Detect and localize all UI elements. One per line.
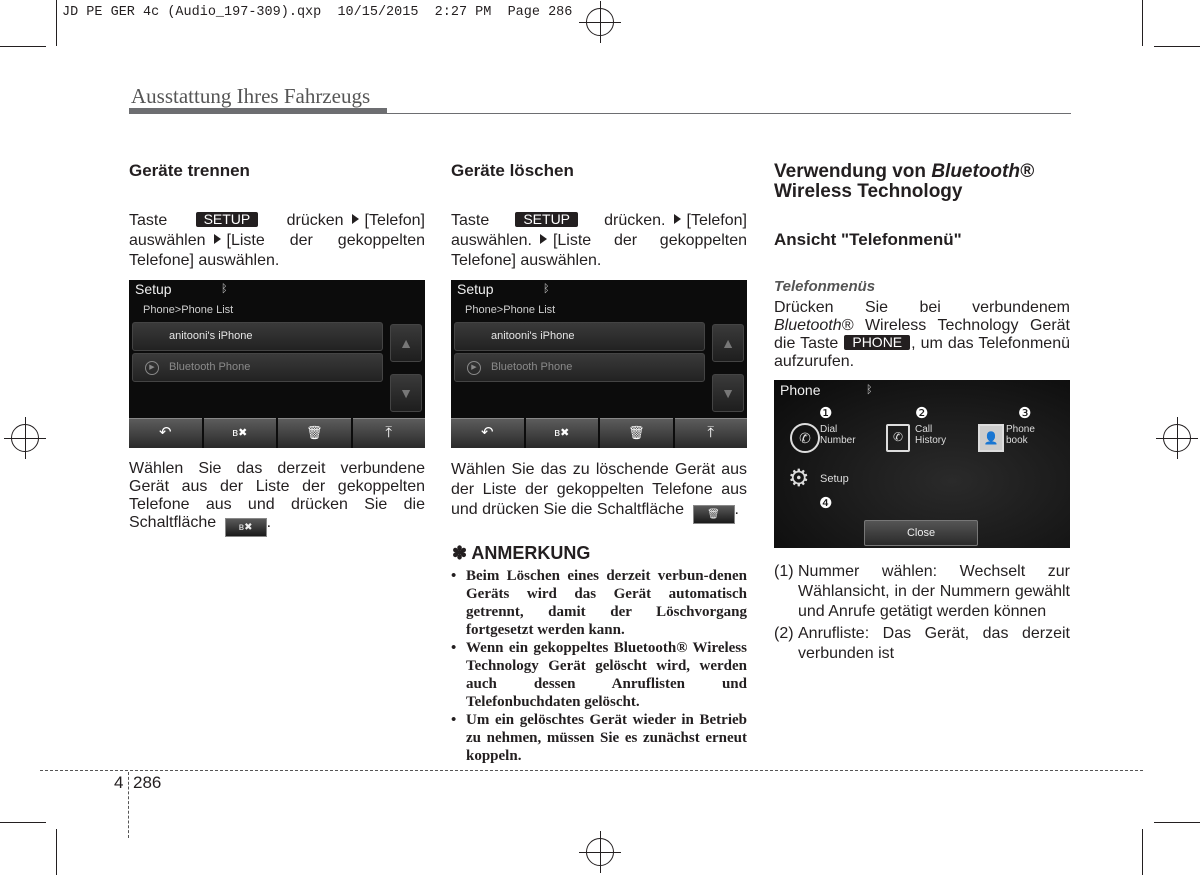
footer-divider bbox=[128, 772, 129, 838]
instruction-paragraph bbox=[129, 211, 425, 271]
move-top-button[interactable]: ⤒ bbox=[675, 418, 748, 448]
phone-list-screen bbox=[451, 280, 747, 448]
scroll-down-button[interactable]: ▼ bbox=[390, 374, 422, 412]
text: [Liste der gekoppelten Telefone] auswählen. bbox=[451, 232, 747, 269]
device-name: anitooni's iPhone bbox=[491, 330, 575, 342]
callout-4: ❹ bbox=[819, 495, 833, 512]
numbered-list bbox=[774, 562, 1070, 666]
arrow-right-icon bbox=[540, 234, 547, 244]
list-item bbox=[774, 624, 1070, 664]
crop-mark bbox=[0, 822, 46, 823]
phone-list-screen bbox=[129, 280, 425, 448]
italic-subheading: Telefonmenüs bbox=[774, 278, 876, 295]
section-heading bbox=[774, 162, 1074, 202]
crop-mark bbox=[1142, 829, 1143, 875]
bluetooth-icon: ᛒ bbox=[221, 283, 228, 295]
sub-heading: Ansicht "Telefonmenü" bbox=[774, 230, 962, 249]
item-text: Anrufliste: Das Gerät, das derzeit verbunden ist bbox=[798, 625, 1070, 662]
trash-icon: 🗑 bbox=[693, 505, 735, 524]
close-button[interactable] bbox=[864, 520, 978, 546]
phone-book-label: Phone book bbox=[1006, 424, 1035, 446]
setup-label: Setup bbox=[820, 473, 849, 485]
text: Drücken Sie bei verbundenem bbox=[774, 299, 1070, 316]
callout-1: ❶ bbox=[819, 405, 833, 422]
callout-2: ❷ bbox=[915, 405, 929, 422]
note-item: • Beim Löschen eines derzeit verbun-denen Geräts wird das Gerät automatisch getrennt, damit der Löschvorgang fortgesetzt werden kann. bbox=[451, 567, 747, 639]
registration-mark bbox=[586, 838, 614, 866]
text: [Liste der gekoppelten Telefone] auswählen. bbox=[129, 232, 425, 269]
list-item[interactable] bbox=[454, 353, 705, 382]
move-top-button[interactable]: ⤒ bbox=[353, 418, 426, 448]
text: Wählen Sie das zu löschende Gerät aus der Liste der gekoppelten Telefone aus und drücken Sie die Schaltfläche bbox=[451, 461, 747, 518]
instruction-paragraph bbox=[451, 211, 747, 271]
crop-mark bbox=[1154, 822, 1200, 823]
text: Verwendung von bbox=[774, 161, 932, 182]
note-item: • Wenn ein gekoppeltes Bluetooth® Wireless Technology Gerät gelöscht wird, werden auch dessen Anruflisten und Telefonbuchdaten gelöscht. bbox=[451, 639, 747, 711]
text: Bluetooth® bbox=[931, 161, 1034, 182]
delete-button[interactable]: 🗑 bbox=[278, 418, 351, 448]
section-heading: Geräte löschen bbox=[451, 161, 574, 180]
registration-mark bbox=[1163, 424, 1191, 452]
setup-key: SETUP bbox=[515, 212, 578, 227]
arrow-right-icon bbox=[674, 214, 681, 224]
footer-rule bbox=[40, 770, 1143, 771]
note-list bbox=[451, 567, 747, 765]
phone-menu-screen bbox=[774, 380, 1070, 548]
scroll-down-button[interactable]: ▼ bbox=[712, 374, 744, 412]
text: . bbox=[734, 501, 739, 518]
header-rule bbox=[129, 108, 387, 114]
screen-title: Phone bbox=[780, 382, 821, 398]
text: Wireless Technology bbox=[774, 181, 963, 202]
instruction-paragraph bbox=[774, 299, 1070, 371]
item-number: (1) bbox=[774, 563, 794, 580]
header-rule bbox=[387, 113, 1071, 114]
note-item: • Um ein gelöschtes Gerät wieder in Betrieb zu nehmen, müssen Sie es zunächst erneut koppeln. bbox=[451, 711, 747, 765]
text: Wählen Sie das derzeit verbundene Gerät aus der Liste der gekoppelten Telefone aus und drücken Sie die Schaltfläche bbox=[129, 460, 425, 531]
call-history-label: Call History bbox=[915, 424, 947, 446]
text: Taste bbox=[451, 212, 490, 229]
disconnect-button[interactable]: ʙ✖ bbox=[526, 418, 599, 448]
phone-key: PHONE bbox=[844, 335, 910, 350]
instruction-paragraph bbox=[451, 460, 747, 524]
bluetooth-icon: ᛒ bbox=[543, 283, 550, 295]
crop-mark bbox=[0, 46, 46, 47]
disconnect-button[interactable]: ʙ✖ bbox=[204, 418, 277, 448]
phone-icon: ✆ bbox=[790, 423, 820, 453]
play-icon: ▶ bbox=[145, 361, 159, 375]
dial-label: Dial Number bbox=[820, 424, 856, 446]
breadcrumb: Phone>Phone List bbox=[143, 304, 234, 316]
device-name: Bluetooth Phone bbox=[491, 361, 573, 373]
registration-mark bbox=[586, 8, 614, 36]
back-button[interactable]: ↶ bbox=[451, 418, 524, 448]
item-text: Nummer wählen: Wechselt zur Wählansicht, in der Nummern gewählt und Anrufe getätigt werden können bbox=[798, 563, 1070, 620]
chapter-title: Ausstattung Ihres Fahrzeugs bbox=[131, 84, 371, 108]
section-heading: Geräte trennen bbox=[129, 161, 250, 180]
breadcrumb: Phone>Phone List bbox=[465, 304, 556, 316]
phone-book-button[interactable] bbox=[976, 422, 1066, 454]
call-history-button[interactable] bbox=[884, 422, 964, 454]
instruction-paragraph bbox=[129, 460, 425, 537]
crop-mark bbox=[1142, 0, 1143, 46]
callout-3: ❸ bbox=[1018, 405, 1032, 422]
arrow-right-icon bbox=[352, 214, 359, 224]
text: [Telefon] auswählen bbox=[129, 212, 425, 249]
phone-book-icon: 👤 bbox=[978, 424, 1004, 452]
text: [Telefon] auswählen. bbox=[451, 212, 747, 249]
close-label: Close bbox=[906, 527, 936, 539]
list-item[interactable] bbox=[132, 322, 383, 351]
text: Wireless Technology Gerät die Taste bbox=[774, 317, 1070, 352]
screen-title: Setup bbox=[457, 281, 494, 297]
page-number: 286 bbox=[133, 773, 162, 792]
bluetooth-icon: ᛒ bbox=[866, 384, 873, 396]
device-name: anitooni's iPhone bbox=[169, 330, 253, 342]
text: . bbox=[266, 514, 272, 531]
screen-toolbar bbox=[129, 418, 425, 448]
chapter-number: 4 bbox=[114, 773, 124, 792]
disconnect-icon: ʙ✖ bbox=[225, 518, 267, 537]
list-item[interactable] bbox=[132, 353, 383, 382]
text: Bluetooth® bbox=[774, 317, 854, 334]
list-item bbox=[774, 562, 1070, 622]
play-icon: ▶ bbox=[467, 361, 481, 375]
list-item[interactable] bbox=[454, 322, 705, 351]
scroll-up-button[interactable]: ▲ bbox=[712, 324, 744, 362]
text: drücken bbox=[286, 212, 344, 229]
text: drücken. bbox=[604, 212, 666, 229]
crop-mark bbox=[56, 829, 57, 875]
crop-mark bbox=[56, 0, 57, 46]
setup-key: SETUP bbox=[196, 212, 259, 227]
back-button[interactable]: ↶ bbox=[129, 418, 202, 448]
gear-icon: ⚙ bbox=[788, 465, 810, 492]
delete-button[interactable]: 🗑 bbox=[600, 418, 673, 448]
screen-toolbar bbox=[451, 418, 747, 448]
registration-mark bbox=[11, 424, 39, 452]
dial-number-button[interactable] bbox=[788, 422, 868, 454]
call-history-icon: ✆ bbox=[886, 424, 910, 452]
note-heading: ✽ ANMERKUNG bbox=[452, 543, 591, 563]
text: , um das Telefonmenü aufzurufen. bbox=[774, 335, 1071, 370]
item-number: (2) bbox=[774, 625, 794, 642]
print-slug: JD PE GER 4c (Audio_197-309).qxp 10/15/2015 2:27 PM Page 286 bbox=[62, 5, 573, 20]
text: Taste bbox=[129, 212, 168, 229]
scroll-up-button[interactable]: ▲ bbox=[390, 324, 422, 362]
arrow-right-icon bbox=[214, 234, 221, 244]
setup-button[interactable] bbox=[788, 466, 878, 494]
crop-mark bbox=[1154, 46, 1200, 47]
device-name: Bluetooth Phone bbox=[169, 361, 251, 373]
screen-title: Setup bbox=[135, 281, 172, 297]
